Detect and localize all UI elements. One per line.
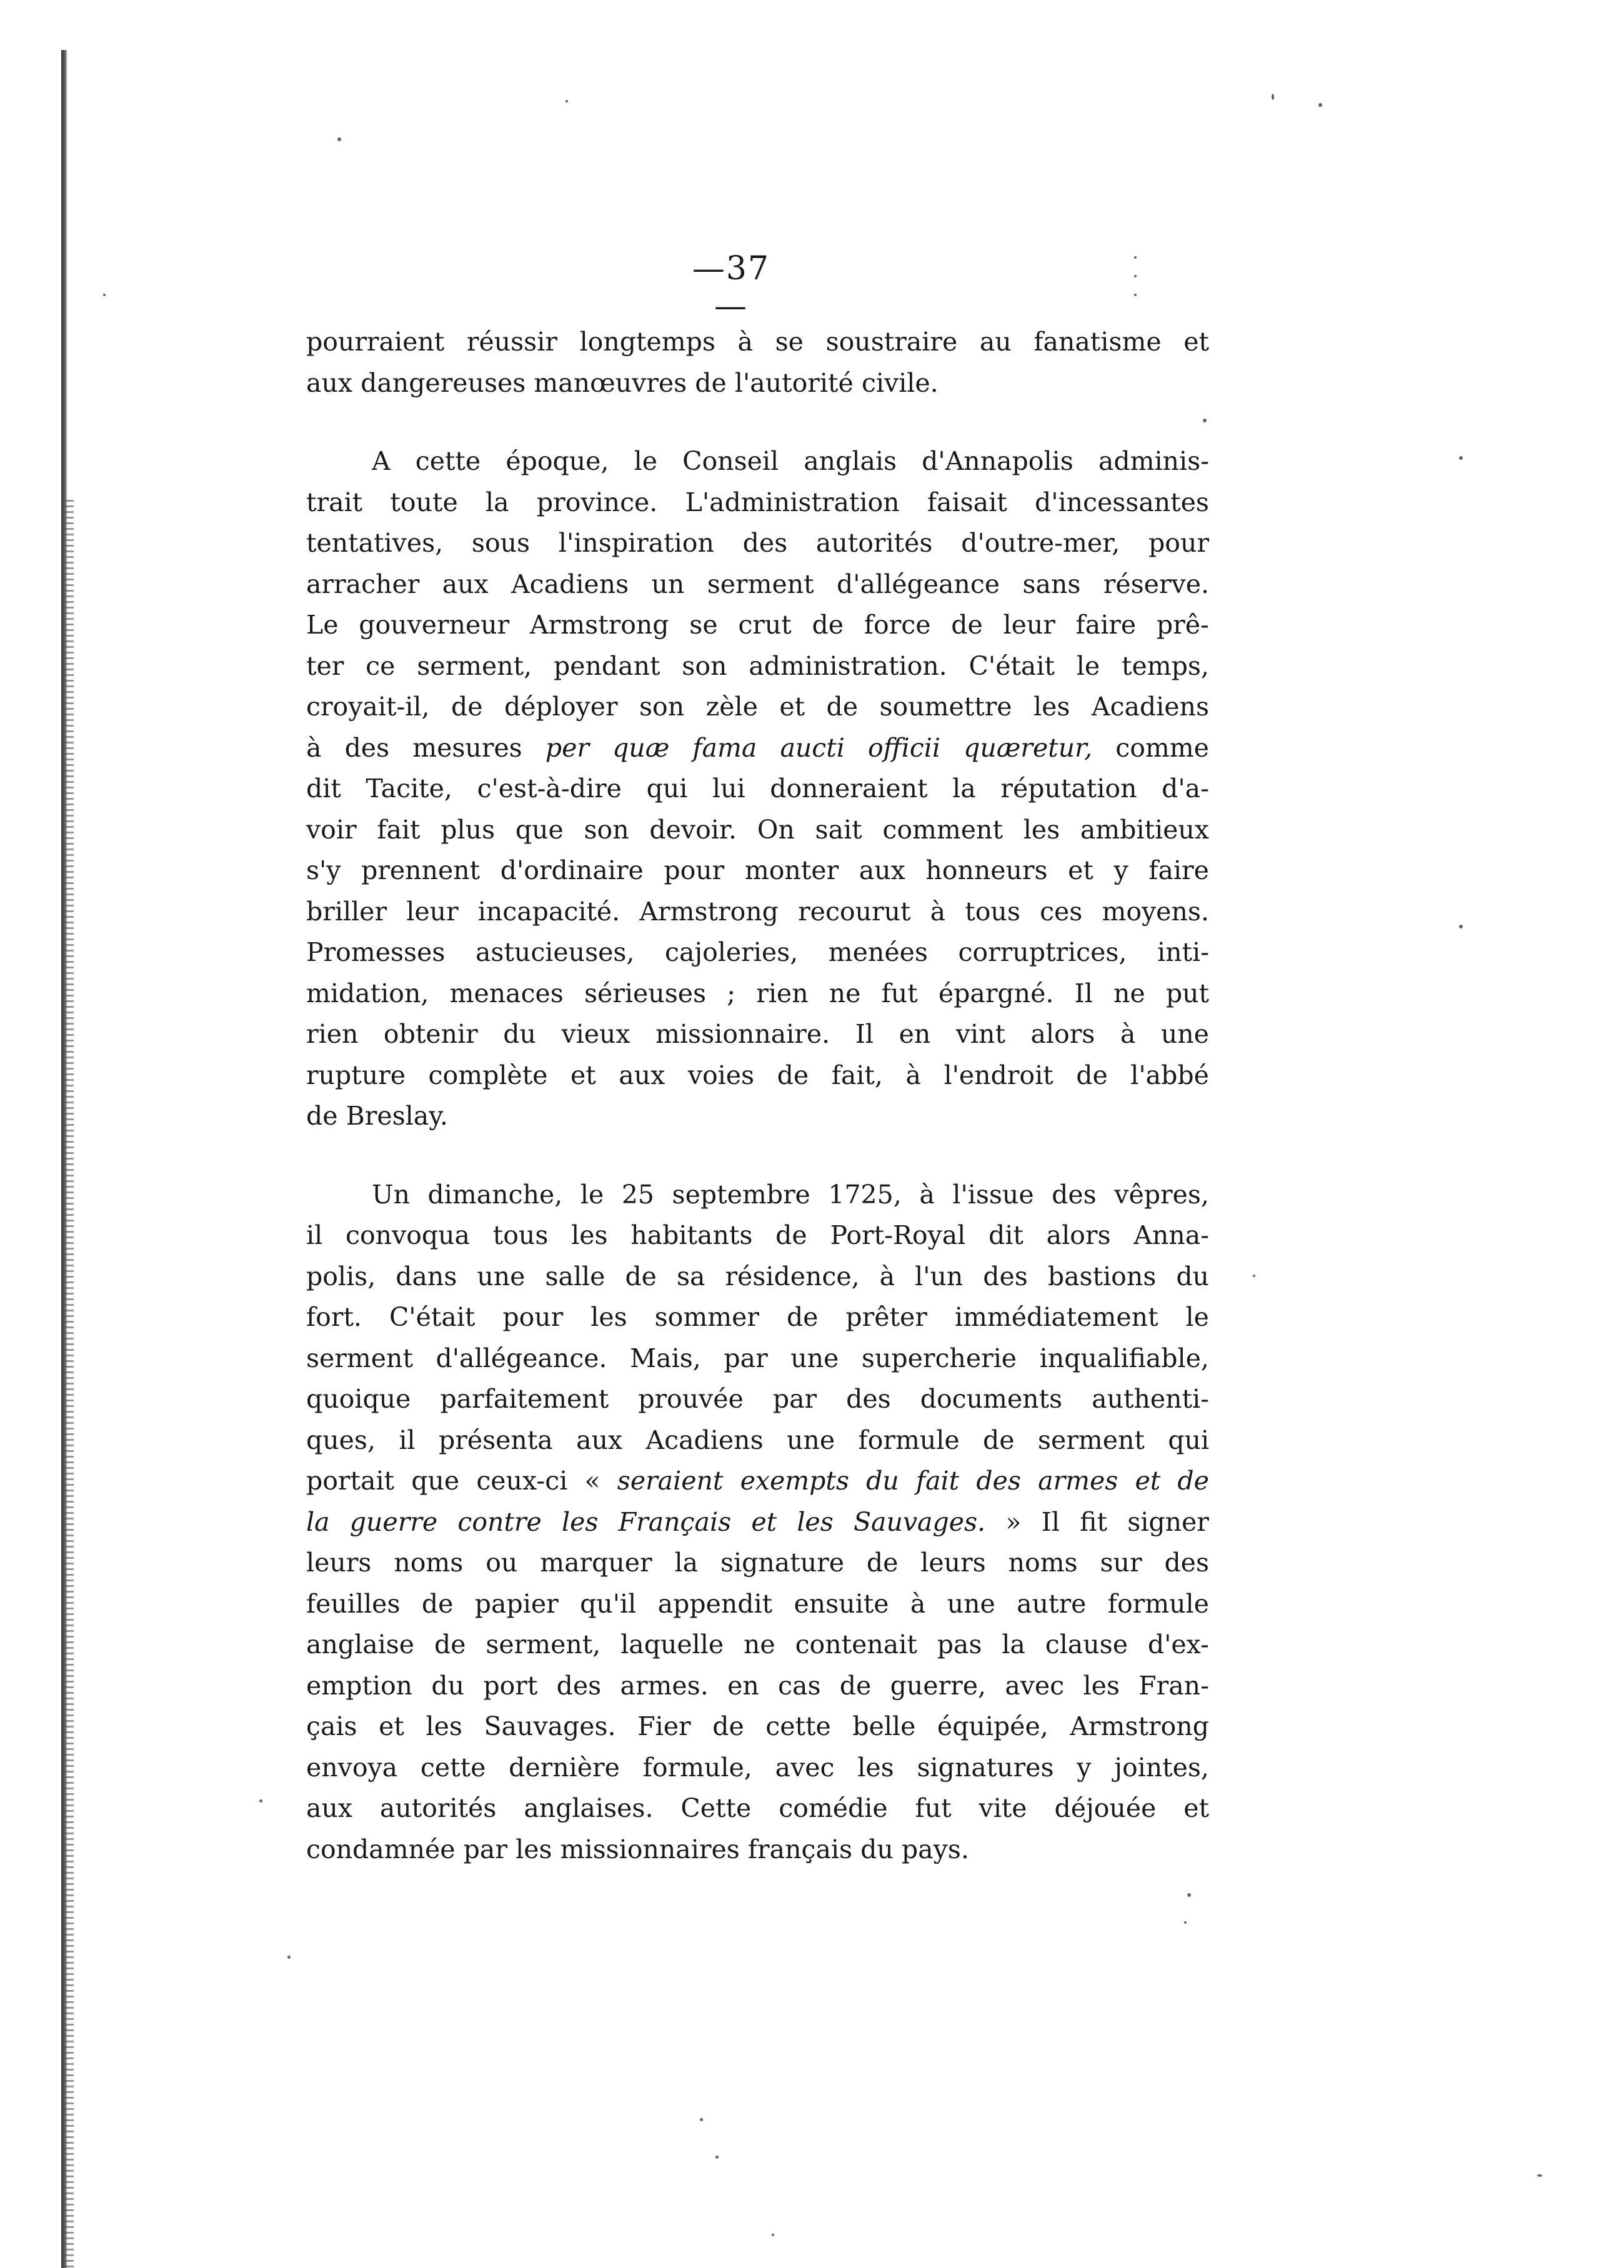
text-line: Un dimanche, le 25 septembre 1725, à l'issue des vêpres,: [372, 1179, 1209, 1210]
text-line: rupture complète et aux voies de fait, à l'endroit de l'abbé: [306, 1060, 1209, 1090]
scan-speck: [103, 294, 106, 296]
text-line: çais et les Sauvages. Fier de cette belle équipée, Armstrong: [306, 1711, 1209, 1741]
scan-speck: [715, 2156, 719, 2159]
text-line: fort. C'était pour les sommer de prêter immédiatement le: [306, 1302, 1209, 1332]
text-line: feuilles de papier qu'il appendit ensuite à une autre formule: [306, 1588, 1209, 1619]
scan-speck: [1134, 294, 1137, 296]
scan-speck: [1318, 103, 1322, 107]
text-line: quoique parfaitement prouvée par des documents authenti-: [306, 1384, 1209, 1414]
text-line: il convoqua tous les habitants de Port-Royal dit alors Anna-: [306, 1220, 1209, 1250]
text-line: pourraient réussir longtemps à se soustraire au fanatisme et: [306, 327, 1209, 357]
text-line: emption du port des armes. en cas de guerre, avec les Fran-: [306, 1670, 1209, 1701]
text-line: arracher aux Acadiens un serment d'allégeance sans réserve.: [306, 569, 1209, 599]
text-line: serment d'allégeance. Mais, par une supercherie inqualifiable,: [306, 1343, 1209, 1373]
text-line: polis, dans une salle de sa résidence, à l'un des bastions du: [306, 1261, 1209, 1291]
scan-speck: [1537, 2174, 1542, 2177]
scan-speck: [1459, 456, 1463, 460]
scan-speck: [1184, 1921, 1187, 1924]
text-line: Promesses astucieuses, cajoleries, menées corruptrices, inti-: [306, 937, 1209, 967]
text-line: voir fait plus que son devoir. On sait comment les ambitieux: [306, 814, 1209, 845]
text-line: briller leur incapacité. Armstrong recourut à tous ces moyens.: [306, 896, 1209, 927]
scan-speck: [287, 1956, 291, 1959]
text-line: rien obtenir du vieux missionnaire. Il en vint alors à une: [306, 1019, 1209, 1049]
text-line-with-italic: à des mesures per quæ fama aucti officii quæretur, comme: [306, 732, 1209, 763]
scan-speck: [337, 137, 341, 141]
body-text: [306, 322, 1209, 1870]
text-line: leurs noms ou marquer la signature de leurs noms sur des: [306, 1548, 1209, 1578]
scan-speck: [259, 1799, 262, 1803]
paragraph: [306, 1175, 1209, 1871]
page-number: —37—: [692, 250, 770, 325]
text-line: condamnée par les missionnaires français du pays.: [306, 1834, 969, 1864]
scan-speck: [1253, 1275, 1255, 1277]
text-line: de Breslay.: [306, 1101, 448, 1131]
text-line: midation, menaces sérieuses ; rien ne fut épargné. Il ne put: [306, 978, 1209, 1008]
page-binding-stitching: [65, 500, 74, 2268]
text-line: Le gouverneur Armstrong se crut de force de leur faire prê-: [306, 610, 1209, 640]
text-line: ques, il présenta aux Acadiens une formule de serment qui: [306, 1425, 1209, 1455]
text-line-with-italic: portait que ceux-ci « seraient exempts du fait des armes et de: [306, 1466, 1209, 1496]
scan-speck: [700, 2118, 703, 2121]
scan-speck: [1459, 925, 1463, 928]
scan-speck: [565, 100, 568, 102]
text-line: ter ce serment, pendant son administration. C'était le temps,: [306, 650, 1209, 681]
text-line: aux dangereuses manœuvres de l'autorité civile.: [306, 367, 939, 398]
text-line: envoya cette dernière formule, avec les signatures y jointes,: [306, 1752, 1209, 1783]
text-line: dit Tacite, c'est-à-dire qui lui donneraient la réputation d'a-: [306, 773, 1209, 803]
text-line: anglaise de serment, laquelle ne contenait pas la clause d'ex-: [306, 1629, 1209, 1659]
text-line: croyait-il, de déployer son zèle et de soumettre les Acadiens: [306, 692, 1209, 722]
scan-speck: [1187, 1893, 1191, 1897]
text-line: tentatives, sous l'inspiration des autorités d'outre-mer, pour: [306, 528, 1209, 558]
text-line: s'y prennent d'ordinaire pour monter aux honneurs et y faire: [306, 855, 1209, 885]
text-line: A cette époque, le Conseil anglais d'Annapolis adminis-: [372, 446, 1209, 476]
text-line: trait toute la province. L'administration faisait d'incessantes: [306, 487, 1209, 517]
scan-speck: [1134, 256, 1137, 259]
text-line: aux autorités anglaises. Cette comédie fut vite déjouée et: [306, 1793, 1209, 1823]
scan-speck: [1272, 94, 1274, 100]
paragraph: [306, 441, 1209, 1137]
text-line-with-italic: la guerre contre les Français et les Sauvages. » Il fit signer: [306, 1506, 1209, 1537]
scan-speck: [772, 2234, 774, 2236]
scan-speck: [1134, 275, 1137, 277]
paragraph: [306, 322, 1209, 404]
